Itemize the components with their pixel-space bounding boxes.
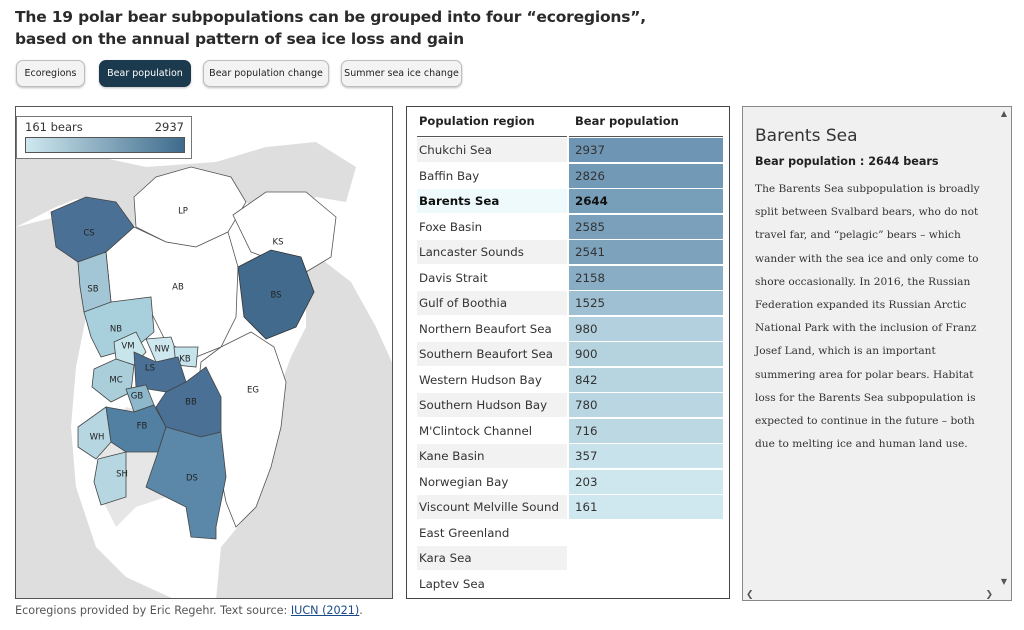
color-legend	[16, 116, 192, 159]
row-region-name: Lancaster Sounds	[417, 240, 567, 264]
tab-ecoregions[interactable]: Ecoregions	[16, 60, 85, 87]
row-region-name: Chukchi Sea	[417, 138, 567, 162]
scroll-right-icon[interactable]: ❯	[985, 590, 993, 600]
row-region-name: East Greenland	[419, 525, 510, 540]
table-row[interactable]	[417, 189, 723, 215]
row-region-name: Viscount Melville Sound	[417, 495, 567, 519]
row-region-name: Laptev Sea	[419, 576, 485, 591]
map-label: NB	[109, 324, 123, 335]
info-body: The Barents Sea subpopulation is broadly split between Svalbard bears, who do not travel far, and “pelagic” bears – which wander with the sea ice and only come to shore occasionally. In 2016, the Russian Federation expanded its Russian Arctic National Park with the inclusion of Franz Josef Land, which is an important summering area for polar bears. Habitat loss for the Barents Sea subpopulation is expected to continue in the future – both due to melting ice and human land use.	[755, 183, 980, 451]
row-region-name: Barents Sea	[417, 189, 567, 213]
table-row[interactable]	[417, 291, 723, 317]
row-population-value: 1525	[569, 291, 723, 315]
map-label: KS	[272, 237, 284, 248]
table-row[interactable]	[417, 368, 723, 394]
horizontal-scrollbar[interactable]	[743, 586, 1011, 600]
row-population-value: 2644	[569, 189, 723, 213]
table-row[interactable]	[417, 266, 723, 292]
row-population-value: 161	[569, 495, 723, 519]
map-label: FB	[136, 421, 148, 432]
table-row[interactable]	[417, 470, 723, 496]
table-row[interactable]	[417, 419, 723, 445]
scroll-left-icon[interactable]: ❮	[746, 590, 754, 600]
row-region-name: Foxe Basin	[419, 219, 483, 234]
row-population-value: 203	[569, 470, 723, 494]
footer-text: Ecoregions provided by Eric Regehr. Text source:	[15, 604, 291, 617]
map-label: AB	[172, 282, 184, 293]
row-population-value	[569, 546, 575, 570]
map-label: WH	[89, 432, 105, 443]
info-title: Barents Sea	[755, 126, 858, 146]
legend-gradient-bar	[25, 137, 185, 153]
legend-min-label: 161 bears	[25, 120, 83, 134]
header-divider	[417, 136, 567, 137]
map-label: EG	[247, 385, 259, 396]
row-population-value: 2826	[569, 164, 723, 188]
row-population-value: 980	[569, 317, 723, 341]
row-population-value: 716	[569, 419, 723, 443]
row-region-name: Northern Beaufort Sea	[419, 321, 552, 336]
row-population-value: 2937	[569, 138, 723, 162]
row-region-name: Southern Beaufort Sea	[417, 342, 567, 366]
row-region-name: Norwegian Bay	[419, 474, 509, 489]
map-label: CS	[83, 228, 95, 239]
table-row[interactable]	[417, 317, 723, 343]
footer-source	[15, 604, 363, 617]
map-label: LP	[178, 206, 188, 217]
row-population-value: 2585	[569, 215, 723, 239]
row-region-name: Western Hudson Bay	[419, 372, 542, 387]
row-region-name: Gulf of Boothia	[417, 291, 567, 315]
row-population-value: 780	[569, 393, 723, 417]
table-row[interactable]	[417, 521, 723, 547]
row-population-value: 900	[569, 342, 723, 366]
table-row[interactable]	[417, 215, 723, 241]
row-population-value	[569, 572, 575, 596]
info-panel	[742, 106, 1012, 601]
col-header-population[interactable]: Bear population	[575, 114, 679, 128]
row-population-value: 357	[569, 444, 723, 468]
source-link[interactable]: IUCN (2021)	[290, 604, 360, 617]
map-label: GB	[130, 391, 144, 402]
row-population-value: 2541	[569, 240, 723, 264]
table-row[interactable]	[417, 444, 723, 470]
tab-bear-population[interactable]: Bear population	[99, 60, 191, 87]
header-divider	[569, 136, 723, 137]
row-region-name: Davis Strait	[419, 270, 488, 285]
table-row[interactable]	[417, 393, 723, 419]
tab-summer-sea-ice-change[interactable]: Summer sea ice change	[341, 60, 462, 87]
table-row[interactable]	[417, 164, 723, 190]
map-label: NW	[154, 344, 170, 355]
row-region-name: Baffin Bay	[419, 168, 480, 183]
map-label: VM	[121, 341, 135, 352]
page-title: The 19 polar bear subpopulations can be grouped into four “ecoregions”, based on the annual pattern of sea ice loss and gain	[15, 8, 646, 48]
legend-max-label: 2937	[154, 120, 184, 134]
map-label: DS	[186, 473, 198, 484]
scroll-down-icon[interactable]: ▼	[1000, 577, 1007, 586]
map-label: BS	[270, 290, 282, 301]
map-panel	[15, 106, 393, 599]
table-row[interactable]	[417, 138, 723, 164]
map-label: MC	[109, 375, 123, 386]
table-row[interactable]	[417, 495, 723, 521]
row-population-value: 2158	[569, 266, 723, 290]
row-population-value: 842	[569, 368, 723, 392]
scroll-up-icon[interactable]: ▲	[1000, 109, 1007, 118]
row-region-name: Southern Hudson Bay	[417, 393, 567, 417]
map-label: BB	[185, 397, 197, 408]
table-row[interactable]	[417, 240, 723, 266]
col-header-region[interactable]: Population region	[419, 114, 535, 128]
map-label: SB	[87, 284, 99, 295]
table-row[interactable]	[417, 572, 723, 598]
table-row[interactable]	[417, 546, 723, 572]
map-label: SH	[116, 469, 128, 480]
row-population-value	[569, 521, 575, 545]
info-subtitle: Bear population : 2644 bears	[755, 155, 939, 168]
table-row[interactable]	[417, 342, 723, 368]
population-table	[406, 106, 730, 599]
row-region-name: M'Clintock Channel	[419, 423, 533, 438]
tab-bear-population-change[interactable]: Bear population change	[203, 60, 329, 87]
row-region-name: Kara Sea	[417, 546, 567, 570]
footer-end: .	[359, 604, 363, 617]
region-sb[interactable]	[78, 252, 111, 312]
map-label: KB	[179, 354, 191, 365]
row-region-name: Kane Basin	[417, 444, 567, 468]
map-label: LS	[144, 363, 156, 374]
polar-map	[16, 107, 393, 599]
